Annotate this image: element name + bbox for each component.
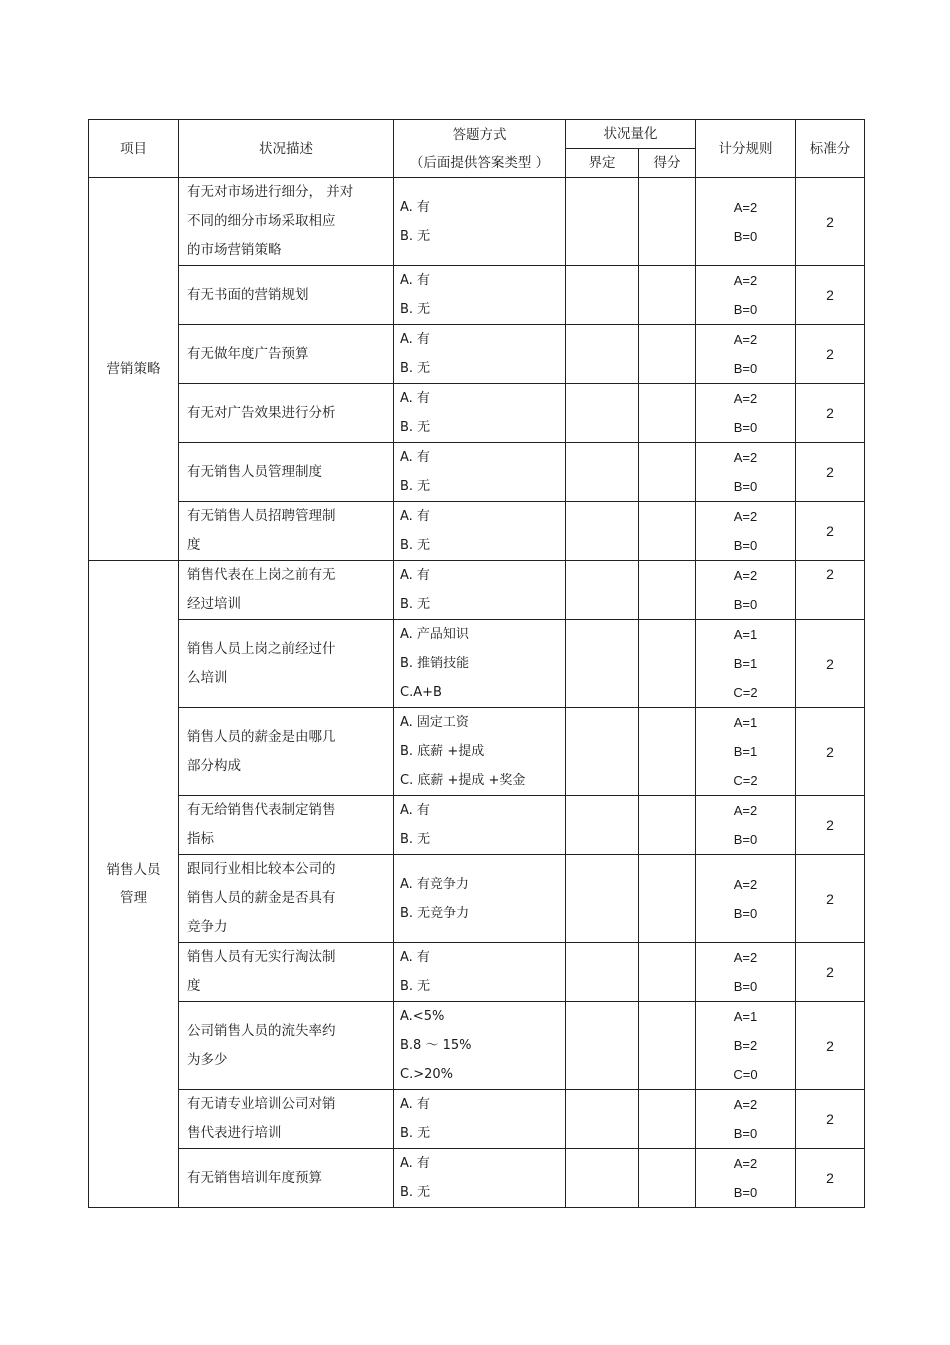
- rule-text: A=2: [733, 450, 758, 465]
- description-cell: [179, 1090, 394, 1149]
- answer-option: B. 无: [400, 979, 431, 994]
- rule-cell: [696, 1090, 796, 1149]
- description-text: 有无给销售代表制定销售: [187, 802, 336, 818]
- description-text: 不同的细分市场采取相应: [187, 213, 336, 229]
- answer-option: B. 推销技能: [400, 656, 470, 671]
- answer-option: B. 无: [400, 361, 431, 376]
- rule-text: B=0: [733, 979, 758, 994]
- standard-score: 2: [796, 1090, 865, 1149]
- define-cell[interactable]: [566, 561, 639, 620]
- score-cell[interactable]: [639, 620, 696, 708]
- standard-score: 2: [796, 384, 865, 443]
- description-text: 为多少: [187, 1051, 228, 1068]
- define-cell[interactable]: [566, 1002, 639, 1090]
- rule-text: B=1: [733, 744, 758, 759]
- description-text: 销售人员的薪金是否具有: [187, 890, 336, 906]
- define-cell[interactable]: [566, 178, 639, 266]
- description-cell: [179, 796, 394, 855]
- answer-cell: [394, 1002, 566, 1090]
- header-description: 状况描述: [179, 120, 394, 178]
- category-label: 销售人员: [106, 862, 161, 878]
- standard-score: 2: [796, 708, 865, 796]
- answer-option: B. 无: [400, 420, 431, 435]
- answer-option: B. 无: [400, 597, 431, 612]
- score-cell[interactable]: [639, 561, 696, 620]
- rule-text: B=0: [733, 905, 758, 921]
- define-cell[interactable]: [566, 443, 639, 502]
- description-cell: [179, 620, 394, 708]
- rule-text: A=2: [733, 950, 758, 965]
- rule-text: B=2: [733, 1038, 758, 1053]
- description-cell: [179, 266, 394, 325]
- answer-cell: [394, 620, 566, 708]
- define-cell[interactable]: [566, 1149, 639, 1208]
- rule-text: C=2: [733, 773, 758, 788]
- description-cell: [179, 502, 394, 561]
- answer-option: C. 底薪 +提成 +奖金: [400, 773, 526, 788]
- description-text: 有无请专业培训公司对销: [187, 1096, 336, 1112]
- table-row: [89, 620, 865, 708]
- description-cell: [179, 1149, 394, 1208]
- standard-score: 2: [796, 943, 865, 1002]
- description-cell: [179, 561, 394, 620]
- rule-text: B=0: [733, 1185, 758, 1200]
- rule-text: A=2: [733, 568, 758, 583]
- table-row: [89, 943, 865, 1002]
- score-cell[interactable]: [639, 1090, 696, 1149]
- description-text: 销售人员上岗之前经过什: [187, 640, 336, 657]
- rule-text: A=1: [733, 715, 758, 730]
- rule-text: A=2: [733, 509, 758, 524]
- table-row: [89, 1002, 865, 1090]
- category-label: 营销策略: [106, 361, 161, 377]
- answer-option: C.>20%: [400, 1067, 453, 1082]
- description-cell: [179, 943, 394, 1002]
- rule-text: A=2: [733, 199, 758, 215]
- header-project: 项目: [89, 120, 179, 178]
- answer-option: A. 有: [400, 509, 430, 524]
- rule-text: A=2: [733, 803, 758, 818]
- table-body: [89, 178, 865, 1208]
- standard-score: 2: [796, 796, 865, 855]
- standard-score: 2: [796, 1149, 865, 1208]
- define-cell[interactable]: [566, 266, 639, 325]
- answer-option: B. 无: [400, 1126, 431, 1141]
- rule-text: B=0: [733, 420, 758, 435]
- description-text: 度: [187, 978, 201, 994]
- answer-cell: [394, 561, 566, 620]
- rule-text: A=1: [733, 1009, 758, 1024]
- table-row: [89, 561, 865, 620]
- description-text: 有无销售培训年度预算: [187, 1169, 322, 1186]
- define-cell[interactable]: [566, 796, 639, 855]
- table-row: [89, 855, 865, 943]
- table-row: [89, 1149, 865, 1208]
- rule-cell: [696, 620, 796, 708]
- score-cell[interactable]: [639, 1149, 696, 1208]
- standard-score: 2: [796, 443, 865, 502]
- rule-text: C=2: [733, 685, 758, 700]
- rule-cell: [696, 943, 796, 1002]
- answer-option: B. 无: [400, 832, 431, 847]
- table-row: [89, 178, 865, 266]
- rule-cell: [696, 443, 796, 502]
- table-row: [89, 384, 865, 443]
- rule-text: B=0: [733, 302, 758, 317]
- answer-option: A.<5%: [400, 1009, 445, 1024]
- answer-option: A. 有: [400, 273, 430, 288]
- description-text: 有无书面的营销规划: [187, 286, 309, 303]
- answer-cell: [394, 708, 566, 796]
- score-cell[interactable]: [639, 943, 696, 1002]
- rule-cell: [696, 325, 796, 384]
- score-cell[interactable]: [639, 178, 696, 266]
- answer-option: B. 无: [400, 479, 431, 494]
- standard-score: 2: [796, 178, 865, 266]
- evaluation-table: [88, 119, 865, 1208]
- header-answer-note: （后面提供答案类型 ）: [409, 154, 550, 171]
- description-text: 的市场营销策略: [187, 242, 282, 258]
- description-cell: [179, 1002, 394, 1090]
- rule-text: C=0: [733, 1067, 758, 1082]
- table-row: [89, 1090, 865, 1149]
- rule-text: A=2: [733, 273, 758, 288]
- rule-cell: [696, 855, 796, 943]
- answer-option: B. 无: [400, 228, 431, 244]
- rule-text: B=0: [733, 1126, 758, 1141]
- answer-option: B. 无: [400, 302, 431, 317]
- answer-option: A. 有: [400, 450, 430, 465]
- table-row: [89, 796, 865, 855]
- standard-score: 2: [796, 502, 865, 561]
- define-cell[interactable]: [566, 325, 639, 384]
- answer-option: A. 有: [400, 568, 430, 583]
- rule-text: B=0: [733, 361, 758, 376]
- define-cell[interactable]: [566, 855, 639, 943]
- answer-cell: [394, 943, 566, 1002]
- rule-text: B=0: [733, 538, 758, 553]
- answer-option: A. 有: [400, 1156, 430, 1171]
- header-quantification: 状况量化: [566, 120, 696, 149]
- answer-option: A. 固定工资: [400, 715, 469, 730]
- standard-score: 2: [796, 855, 865, 943]
- table-row: [89, 443, 865, 502]
- score-cell[interactable]: [639, 384, 696, 443]
- define-cell[interactable]: [566, 620, 639, 708]
- rule-cell: [696, 796, 796, 855]
- table-row: [89, 708, 865, 796]
- answer-option: A. 有: [400, 332, 430, 347]
- table-row: [89, 325, 865, 384]
- description-text: 竞争力: [187, 919, 228, 935]
- answer-cell: [394, 1149, 566, 1208]
- description-cell: [179, 855, 394, 943]
- header-standard: 标准分: [796, 120, 865, 178]
- table-row: [89, 502, 865, 561]
- answer-option: B.8 ～ 15%: [400, 1038, 472, 1053]
- score-cell[interactable]: [639, 266, 696, 325]
- define-cell[interactable]: [566, 943, 639, 1002]
- answer-option: A. 有: [400, 199, 430, 215]
- score-cell[interactable]: [639, 708, 696, 796]
- answer-option: C.A+B: [400, 685, 442, 700]
- rule-text: B=0: [733, 228, 758, 244]
- rule-text: A=2: [733, 1156, 758, 1171]
- score-cell[interactable]: [639, 796, 696, 855]
- description-text: 销售人员的薪金是由哪几: [187, 728, 336, 745]
- score-cell[interactable]: [639, 1002, 696, 1090]
- description-text: 么培训: [187, 669, 228, 686]
- score-cell[interactable]: [639, 502, 696, 561]
- answer-option: A. 有: [400, 803, 430, 818]
- rule-cell: [696, 384, 796, 443]
- answer-cell: [394, 443, 566, 502]
- description-text: 售代表进行培训: [187, 1125, 282, 1141]
- rule-text: B=0: [733, 479, 758, 494]
- answer-cell: [394, 384, 566, 443]
- answer-option: B. 无竞争力: [400, 905, 470, 921]
- header-answer-method: [394, 120, 566, 178]
- answer-cell: [394, 1090, 566, 1149]
- rule-cell: [696, 1002, 796, 1090]
- description-text: 有无销售人员招聘管理制: [187, 508, 336, 524]
- rule-cell: [696, 561, 796, 620]
- header-score: 得分: [639, 149, 696, 178]
- header-define: 界定: [566, 149, 639, 178]
- answer-option: B. 无: [400, 1185, 431, 1200]
- description-cell: [179, 178, 394, 266]
- rule-cell: [696, 178, 796, 266]
- define-cell[interactable]: [566, 1090, 639, 1149]
- standard-score: 2: [796, 620, 865, 708]
- answer-option: A. 产品知识: [400, 627, 469, 642]
- category-cell: [89, 561, 179, 1208]
- description-text: 公司销售人员的流失率约: [187, 1022, 336, 1039]
- standard-score: 2: [796, 266, 865, 325]
- description-text: 指标: [187, 831, 214, 847]
- score-cell[interactable]: [639, 443, 696, 502]
- rule-cell: [696, 1149, 796, 1208]
- description-text: 部分构成: [187, 757, 241, 774]
- answer-cell: [394, 178, 566, 266]
- rule-cell: [696, 708, 796, 796]
- standard-score: 2: [796, 1002, 865, 1090]
- answer-option: A. 有: [400, 950, 430, 965]
- answer-cell: [394, 502, 566, 561]
- category-cell: [89, 178, 179, 561]
- description-cell: [179, 384, 394, 443]
- rule-text: B=0: [733, 597, 758, 612]
- answer-option: A. 有: [400, 391, 430, 406]
- answer-option: A. 有: [400, 1097, 430, 1112]
- header-rule: 计分规则: [696, 120, 796, 178]
- answer-option: B. 无: [400, 538, 431, 553]
- rule-text: A=2: [733, 1097, 758, 1112]
- define-cell[interactable]: [566, 384, 639, 443]
- description-cell: [179, 325, 394, 384]
- description-text: 有无对广告效果进行分析: [187, 404, 336, 421]
- score-cell[interactable]: [639, 855, 696, 943]
- description-text: 有无对市场进行细分， 并对: [187, 184, 354, 200]
- answer-cell: [394, 796, 566, 855]
- score-cell[interactable]: [639, 325, 696, 384]
- description-text: 销售人员有无实行淘汰制: [187, 949, 336, 965]
- category-label: 管理: [120, 890, 147, 906]
- answer-cell: [394, 325, 566, 384]
- rule-text: B=0: [733, 832, 758, 847]
- description-text: 有无做年度广告预算: [187, 345, 309, 362]
- rule-text: A=2: [733, 876, 758, 892]
- rule-text: A=1: [733, 627, 758, 642]
- rule-cell: [696, 502, 796, 561]
- define-cell[interactable]: [566, 502, 639, 561]
- description-text: 销售代表在上岗之前有无: [187, 567, 336, 583]
- rule-text: B=1: [733, 656, 758, 671]
- standard-score: 2: [796, 325, 865, 384]
- rule-cell: [696, 266, 796, 325]
- description-text: 度: [187, 537, 201, 553]
- description-text: 跟同行业相比较本公司的: [187, 861, 336, 877]
- rule-text: A=2: [733, 391, 758, 406]
- rule-text: A=2: [733, 332, 758, 347]
- standard-score: 2: [796, 561, 865, 620]
- answer-cell: [394, 266, 566, 325]
- description-text: 经过培训: [187, 596, 241, 612]
- answer-option: B. 底薪 +提成: [400, 744, 485, 759]
- description-cell: [179, 708, 394, 796]
- table-row: [89, 266, 865, 325]
- header-answer-method-label: 答题方式: [452, 126, 507, 143]
- define-cell[interactable]: [566, 708, 639, 796]
- description-text: 有无销售人员管理制度: [187, 463, 322, 480]
- answer-cell: [394, 855, 566, 943]
- answer-option: A. 有竞争力: [400, 876, 469, 892]
- description-cell: [179, 443, 394, 502]
